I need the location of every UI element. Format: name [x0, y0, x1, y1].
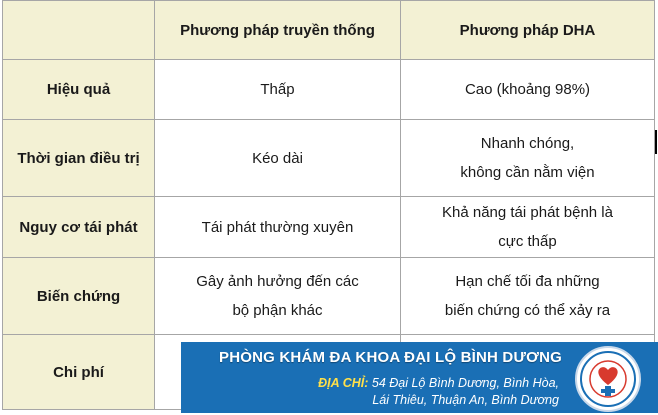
cell-text: Gây ảnh hưởng đến các	[196, 273, 359, 290]
row-label-effectiveness[interactable]: Hiệu quả	[3, 60, 155, 120]
cell-text: Cao (khoảng 98%)	[464, 81, 591, 98]
table-row	[3, 197, 655, 258]
address-line-2: Lái Thiêu, Thuận An, Bình Dương	[372, 393, 559, 407]
row-label-complications[interactable]: Biến chứng	[3, 258, 155, 335]
banner-title: PHÒNG KHÁM ĐA KHOA ĐẠI LỘ BÌNH DƯƠNG	[219, 349, 562, 366]
cell-dha-recurrence-risk[interactable]	[401, 197, 655, 258]
cell-dha-effectiveness[interactable]	[401, 60, 655, 120]
cell-text: Kéo dài	[252, 149, 303, 167]
cell-text: Nhanh chóng,	[480, 135, 575, 152]
header-row	[3, 1, 655, 60]
cell-traditional-recurrence-risk[interactable]	[155, 197, 401, 258]
address-label: ĐỊA CHỈ:	[318, 376, 369, 390]
header-traditional-method[interactable]: Phương pháp truyền thống	[155, 1, 401, 60]
clinic-logo-icon	[575, 346, 641, 412]
banner-address	[273, 375, 559, 409]
cell-text: không cần nằm viện	[460, 164, 595, 181]
cell-dha-treatment-time[interactable]	[401, 120, 655, 197]
cell-text: biến chứng có thể xảy ra	[444, 302, 611, 319]
cell-text: cực thấp	[498, 233, 557, 250]
header-corner-cell[interactable]	[3, 1, 155, 60]
cell-traditional-complications[interactable]	[155, 258, 401, 335]
row-label-treatment-time[interactable]: Thời gian điều trị	[3, 120, 155, 197]
clinic-banner	[181, 342, 658, 413]
table-row	[3, 120, 655, 197]
table-row	[3, 60, 655, 120]
cell-traditional-treatment-time[interactable]	[155, 120, 401, 197]
cell-text: Thấp	[260, 81, 295, 98]
cell-text: bộ phận khác	[232, 302, 323, 319]
clinic-logo-graphic	[577, 348, 639, 410]
row-label-cost[interactable]: Chi phí	[3, 335, 155, 410]
header-dha-method[interactable]: Phương pháp DHA	[401, 1, 655, 60]
cell-text: Khả năng tái phát bệnh là	[442, 204, 613, 221]
cell-traditional-effectiveness[interactable]	[155, 60, 401, 120]
row-label-recurrence-risk[interactable]: Nguy cơ tái phát	[3, 197, 155, 258]
cell-text: Hạn chế tối đa những	[455, 273, 600, 290]
address-line-1: 54 Đại Lộ Bình Dương, Bình Hòa,	[371, 376, 559, 390]
text-cursor	[655, 130, 657, 154]
cell-dha-complications[interactable]	[401, 258, 655, 335]
cell-text: Tái phát thường xuyên	[201, 218, 354, 236]
table-row	[3, 258, 655, 335]
